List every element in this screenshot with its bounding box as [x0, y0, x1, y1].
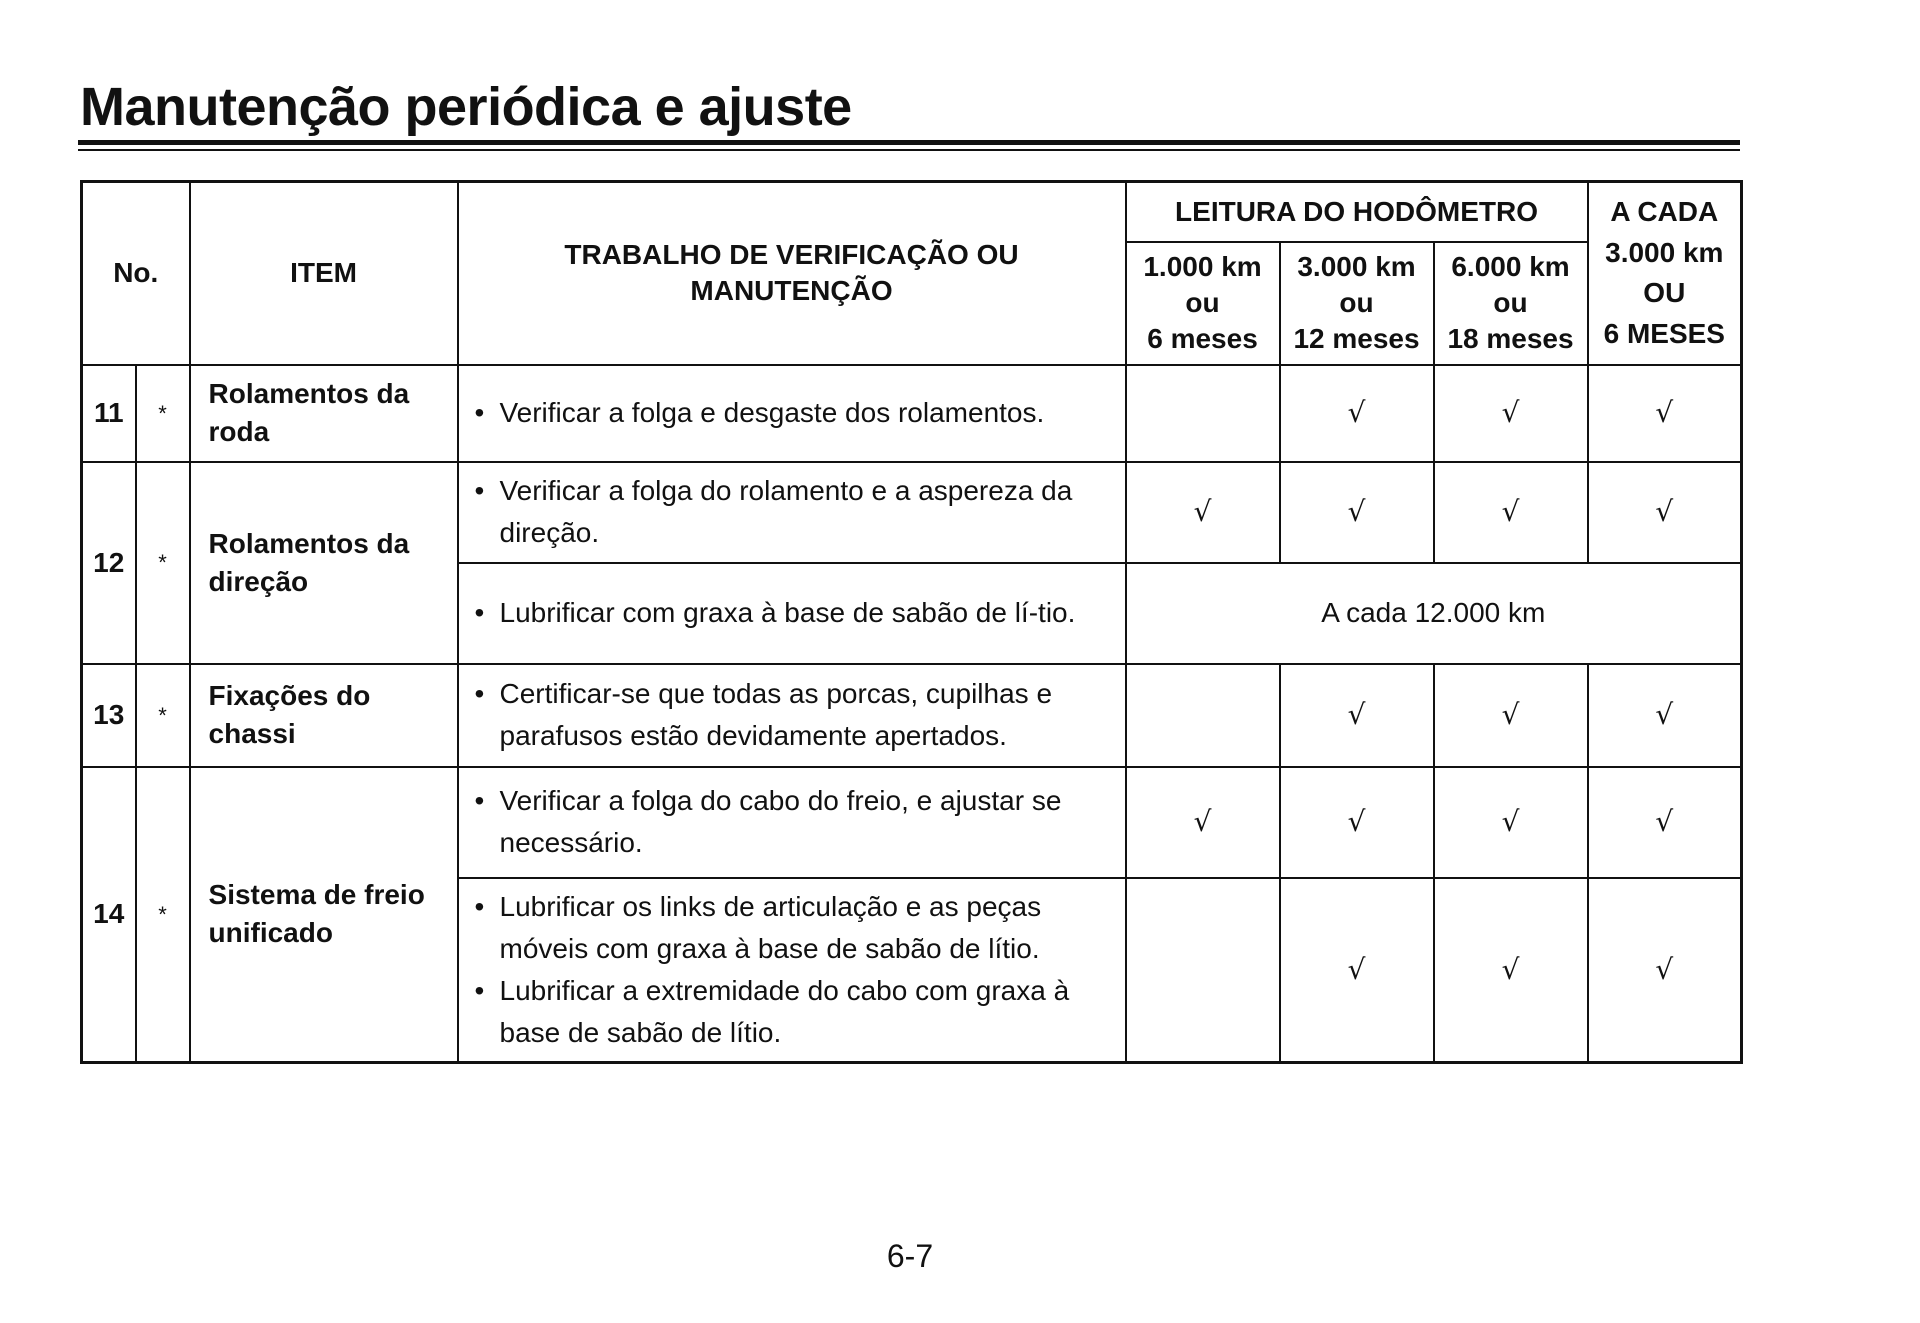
- row-item: Rolamentos da direção: [190, 462, 458, 664]
- header-work-label: TRABALHO DE VERIFICAÇÃO OU MANUTENÇÃO: [564, 239, 1019, 307]
- table-row: [82, 462, 1742, 563]
- check-mark: √: [1501, 698, 1520, 731]
- title-rule-thin: [78, 149, 1740, 151]
- check-cell: [1434, 664, 1588, 767]
- table-row: [82, 664, 1742, 767]
- check-cell: [1434, 767, 1588, 878]
- row-task: [458, 664, 1126, 767]
- row-task: [458, 878, 1126, 1063]
- header-every: [1588, 182, 1742, 365]
- check-mark: √: [1501, 952, 1520, 986]
- task-bullet: • Lubrificar a extremidade do cabo com graxa à base de sabão de lítio.: [473, 970, 1113, 1054]
- task-bullet: • Verificar a folga do cabo do freio, e ajustar se necessário.: [473, 780, 1113, 864]
- interval-distance: 3.000 km: [1297, 251, 1416, 283]
- check-cell: [1280, 878, 1434, 1063]
- header-interval-1: [1126, 242, 1280, 365]
- header-every-line2: 3.000 km: [1605, 236, 1724, 268]
- row-mark: *: [136, 365, 190, 462]
- row-mark: *: [136, 462, 190, 664]
- page-title: Manutenção periódica e ajuste: [80, 77, 852, 137]
- check-cell: [1126, 767, 1280, 878]
- interval-distance: 6.000 km: [1451, 251, 1570, 283]
- check-cell: [1588, 365, 1742, 462]
- header-no: No.: [82, 182, 190, 365]
- interval-time: 6 meses: [1147, 322, 1258, 354]
- interval-note: A cada 12.000 km: [1126, 563, 1742, 664]
- check-cell: [1126, 365, 1280, 462]
- header-odometer: LEITURA DO HODÔMETRO: [1126, 182, 1588, 242]
- check-mark: √: [1193, 805, 1212, 838]
- check-mark: √: [1193, 495, 1212, 528]
- check-mark: √: [1347, 396, 1366, 429]
- title-rule-thick: [78, 140, 1740, 145]
- check-cell: [1126, 462, 1280, 563]
- check-cell: [1588, 767, 1742, 878]
- check-mark: √: [1501, 805, 1520, 838]
- check-mark: √: [1501, 495, 1520, 528]
- task-bullet: • Verificar a folga e desgaste dos rolamentos.: [473, 392, 1113, 434]
- check-cell: [1588, 462, 1742, 563]
- check-cell: [1280, 664, 1434, 767]
- task-bullet: • Certificar-se que todas as porcas, cupilhas e parafusos estão devidamente apertados.: [473, 673, 1113, 757]
- header-item: ITEM: [190, 182, 458, 365]
- check-cell: [1434, 365, 1588, 462]
- task-bullet: • Verificar a folga do rolamento e a aspereza da direção.: [473, 470, 1113, 554]
- check-mark: √: [1655, 805, 1674, 838]
- row-number: 12: [82, 462, 136, 664]
- row-item: Rolamentos da roda: [190, 365, 458, 462]
- row-number: 13: [82, 664, 136, 767]
- header-interval-2: [1280, 242, 1434, 365]
- header-every-line3: OU: [1643, 277, 1686, 309]
- check-cell: [1126, 664, 1280, 767]
- task-bullet: • Lubrificar os links de articulação e as peças móveis com graxa à base de sabão de lítio.: [473, 886, 1113, 970]
- check-cell: [1280, 462, 1434, 563]
- row-mark: *: [136, 767, 190, 1063]
- row-task: [458, 563, 1126, 664]
- row-number: 14: [82, 767, 136, 1063]
- check-cell: [1588, 878, 1742, 1063]
- header-every-line4: 6 MESES: [1603, 317, 1725, 349]
- check-mark: √: [1347, 495, 1366, 528]
- check-mark: √: [1655, 952, 1674, 986]
- interval-or: ou: [1339, 287, 1374, 319]
- check-cell: [1126, 878, 1280, 1063]
- check-mark: √: [1347, 805, 1366, 838]
- table-row: [82, 767, 1742, 878]
- check-cell: [1434, 878, 1588, 1063]
- interval-distance: 1.000 km: [1143, 251, 1262, 283]
- check-cell: [1280, 365, 1434, 462]
- row-task: [458, 462, 1126, 563]
- row-item: Sistema de freio unificado: [190, 767, 458, 1063]
- check-mark: √: [1655, 495, 1674, 528]
- check-mark: √: [1655, 396, 1674, 429]
- check-mark: √: [1347, 698, 1366, 731]
- interval-time: 12 meses: [1293, 322, 1420, 354]
- row-number: 11: [82, 365, 136, 462]
- header-work: [458, 182, 1126, 365]
- header-interval-3: [1434, 242, 1588, 365]
- row-task: [458, 365, 1126, 462]
- check-cell: [1434, 462, 1588, 563]
- check-mark: √: [1501, 396, 1520, 429]
- row-task: [458, 767, 1126, 878]
- page-number: 6-7: [886, 1238, 934, 1274]
- check-cell: [1280, 767, 1434, 878]
- check-mark: √: [1347, 952, 1366, 986]
- maintenance-table: [80, 180, 1743, 1064]
- header-every-line1: A CADA: [1610, 196, 1719, 228]
- interval-or: ou: [1185, 287, 1220, 319]
- task-bullet: • Lubrificar com graxa à base de sabão de lí-tio.: [473, 592, 1113, 634]
- row-mark: *: [136, 664, 190, 767]
- interval-or: ou: [1493, 287, 1528, 319]
- check-cell: [1588, 664, 1742, 767]
- row-item: Fixações do chassi: [190, 664, 458, 767]
- interval-time: 18 meses: [1447, 322, 1574, 354]
- table-row: [82, 365, 1742, 462]
- check-mark: √: [1655, 698, 1674, 731]
